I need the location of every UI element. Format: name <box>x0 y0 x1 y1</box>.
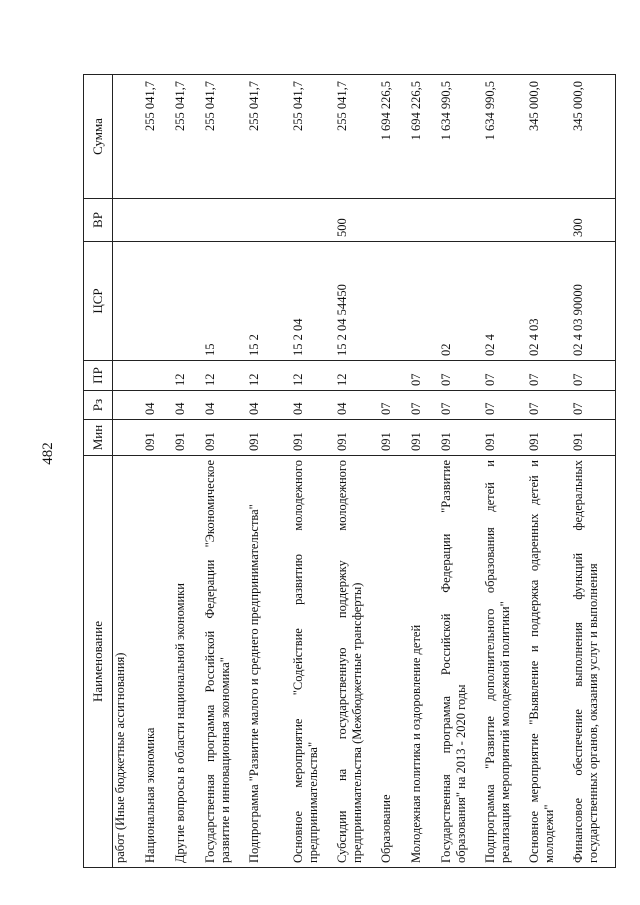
cell-rz: 07 <box>409 391 439 420</box>
cell-min <box>113 420 144 456</box>
cell-vr <box>379 199 409 242</box>
cell-min: 091 <box>527 420 571 456</box>
cell-csr <box>173 242 203 361</box>
cell-name: Подпрограмма "Развитие дополнительного образования детей и реализация мероприятий молодежной политики" <box>483 456 527 868</box>
cell-pr: 12 <box>203 361 247 391</box>
cell-csr: 15 <box>203 242 247 361</box>
cell-sum: 1 634 990,5 <box>483 75 527 199</box>
cell-rz: 07 <box>439 391 483 420</box>
cell-pr <box>143 361 173 391</box>
table-row <box>143 75 173 868</box>
cell-sum: 345 000,0 <box>527 75 571 199</box>
cell-sum: 1 694 226,5 <box>409 75 439 199</box>
cell-pr: 07 <box>483 361 527 391</box>
cell-name: Другие вопросы в области национальной экономики <box>173 456 203 868</box>
cell-name: Основное мероприятие "Выявление и поддержка одаренных детей и молодежи" <box>527 456 571 868</box>
cell-vr <box>203 199 247 242</box>
cell-sum: 1 694 226,5 <box>379 75 409 199</box>
cell-vr <box>247 199 291 242</box>
cell-min: 091 <box>439 420 483 456</box>
header-name: Наименование <box>84 456 113 868</box>
cell-rz: 04 <box>173 391 203 420</box>
cell-pr: 07 <box>439 361 483 391</box>
cell-name: Государственная программа Российской Федерации "Экономическое развитие и инновационная экономика" <box>203 456 247 868</box>
cell-sum: 255 041,7 <box>173 75 203 199</box>
header-pr: ПР <box>84 361 113 391</box>
cell-min: 091 <box>409 420 439 456</box>
cell-min: 091 <box>335 420 379 456</box>
cell-name: Государственная программа Российской Федерации "Развитие образования" на 2013 - 2020 годы <box>439 456 483 868</box>
table-row <box>439 75 483 868</box>
cell-csr: 02 4 03 <box>527 242 571 361</box>
cell-pr: 07 <box>571 361 616 391</box>
cell-csr <box>113 242 144 361</box>
cell-csr <box>409 242 439 361</box>
cell-name: Национальная экономика <box>143 456 173 868</box>
cell-csr: 15 2 04 54450 <box>335 242 379 361</box>
cell-min: 091 <box>143 420 173 456</box>
table-row <box>335 75 379 868</box>
cell-sum: 255 041,7 <box>143 75 173 199</box>
cell-pr: 07 <box>527 361 571 391</box>
cell-sum: 1 634 990,5 <box>439 75 483 199</box>
cell-vr <box>113 199 144 242</box>
cell-sum: 255 041,7 <box>247 75 291 199</box>
cell-vr <box>291 199 335 242</box>
cell-rz: 07 <box>571 391 616 420</box>
table-row <box>483 75 527 868</box>
cell-rz: 04 <box>335 391 379 420</box>
cell-csr <box>379 242 409 361</box>
cell-vr: 500 <box>335 199 379 242</box>
cell-pr: 07 <box>409 361 439 391</box>
table-row <box>113 75 144 868</box>
header-sum: Сумма <box>84 75 113 199</box>
table-row <box>203 75 247 868</box>
cell-pr: 12 <box>335 361 379 391</box>
cell-min: 091 <box>483 420 527 456</box>
cell-csr: 15 2 <box>247 242 291 361</box>
header-min: Мин <box>84 420 113 456</box>
cell-vr <box>173 199 203 242</box>
cell-vr <box>143 199 173 242</box>
cell-min: 091 <box>571 420 616 456</box>
cell-pr: 12 <box>173 361 203 391</box>
table-row <box>247 75 291 868</box>
cell-rz <box>113 391 144 420</box>
cell-name: Субсидии на государственную поддержку молодежного предпринимательства (Межбюджетные трансферты) <box>335 456 379 868</box>
budget-table <box>83 74 616 868</box>
cell-sum: 255 041,7 <box>291 75 335 199</box>
header-rz: Рз <box>84 391 113 420</box>
cell-name: Основное мероприятие "Содействие развитию молодежного предпринимательства" <box>291 456 335 868</box>
cell-name: Молодежная политика и оздоровление детей <box>409 456 439 868</box>
cell-csr: 02 4 <box>483 242 527 361</box>
cell-rz: 07 <box>483 391 527 420</box>
cell-rz: 04 <box>143 391 173 420</box>
table-row <box>571 75 616 868</box>
cell-pr <box>113 361 144 391</box>
cell-vr <box>527 199 571 242</box>
table-row <box>409 75 439 868</box>
cell-vr <box>409 199 439 242</box>
cell-min: 091 <box>291 420 335 456</box>
cell-vr <box>483 199 527 242</box>
cell-csr: 02 4 03 90000 <box>571 242 616 361</box>
table-row <box>379 75 409 868</box>
cell-name: работ (Иные бюджетные ассигнования) <box>113 456 144 868</box>
cell-name: Финансовое обеспечение выполнения функций федеральных государственных органов, оказания услуг и выполнения <box>571 456 616 868</box>
rotated-page-content <box>83 75 629 868</box>
cell-sum <box>113 75 144 199</box>
cell-min: 091 <box>203 420 247 456</box>
cell-csr <box>143 242 173 361</box>
cell-rz: 04 <box>203 391 247 420</box>
header-csr: ЦСР <box>84 242 113 361</box>
page-number: 482 <box>39 441 56 465</box>
table-row <box>291 75 335 868</box>
header-vr: ВР <box>84 199 113 242</box>
cell-vr: 300 <box>571 199 616 242</box>
cell-rz: 07 <box>527 391 571 420</box>
cell-vr <box>439 199 483 242</box>
cell-rz: 07 <box>379 391 409 420</box>
cell-sum: 345 000,0 <box>571 75 616 199</box>
cell-pr <box>379 361 409 391</box>
cell-csr: 02 <box>439 242 483 361</box>
table-row <box>173 75 203 868</box>
table-header-row <box>84 75 113 868</box>
cell-min: 091 <box>247 420 291 456</box>
cell-sum: 255 041,7 <box>203 75 247 199</box>
cell-pr: 12 <box>247 361 291 391</box>
cell-csr: 15 2 04 <box>291 242 335 361</box>
cell-rz: 04 <box>291 391 335 420</box>
cell-sum: 255 041,7 <box>335 75 379 199</box>
cell-min: 091 <box>379 420 409 456</box>
cell-name: Подпрограмма "Развитие малого и среднего предпринимательства" <box>247 456 291 868</box>
cell-pr: 12 <box>291 361 335 391</box>
cell-name: Образование <box>379 456 409 868</box>
table-row <box>527 75 571 868</box>
cell-min: 091 <box>173 420 203 456</box>
cell-rz: 04 <box>247 391 291 420</box>
